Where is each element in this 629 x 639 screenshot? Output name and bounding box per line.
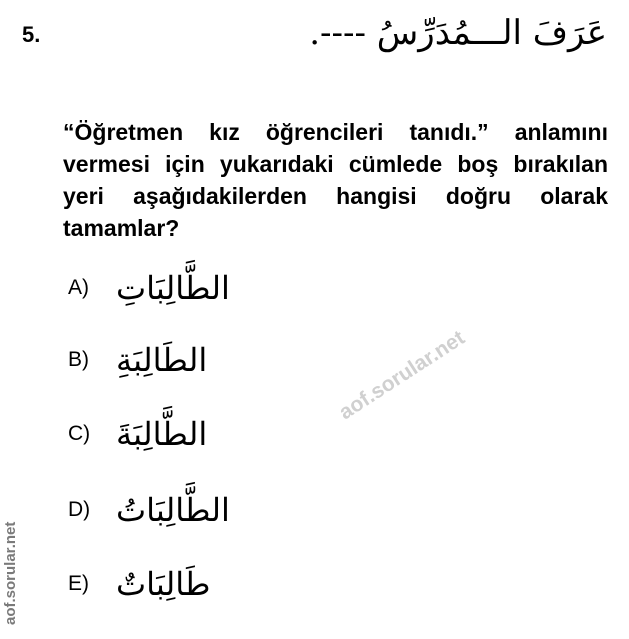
option-e[interactable] <box>68 554 328 614</box>
option-text: طَالِبَاتٌ <box>116 565 211 603</box>
option-b[interactable] <box>68 330 328 390</box>
option-letter: D) <box>68 498 91 521</box>
option-c[interactable] <box>68 404 328 464</box>
option-letter: E) <box>68 572 89 595</box>
option-letter: B) <box>68 348 89 371</box>
question-number: 5. <box>22 22 41 47</box>
arabic-sentence: عَرَفَ الـــمُدَرِّسُ ----. <box>309 13 607 53</box>
option-text: الطَّالِبَاتُ <box>116 491 230 529</box>
option-text: الطَّالِبَةَ <box>116 415 208 453</box>
option-d[interactable] <box>68 480 328 540</box>
option-text: الطَّالِبَاتِ <box>116 269 230 307</box>
option-letter: C) <box>68 422 91 445</box>
watermark-diagonal: aof.sorular.net <box>335 326 469 425</box>
watermark-side: aof.sorular.net <box>2 521 19 625</box>
option-text: الطَالِبَةِ <box>116 341 208 379</box>
option-letter: A) <box>68 276 89 299</box>
question-text: “Öğretmen kız öğrencileri tanıdı.” anlamını vermesi için yukarıdaki cümlede boş bırakılan yeri aşağıdakilerden hangisi doğru olarak tamamlar? <box>63 119 608 241</box>
option-a[interactable] <box>68 258 328 318</box>
